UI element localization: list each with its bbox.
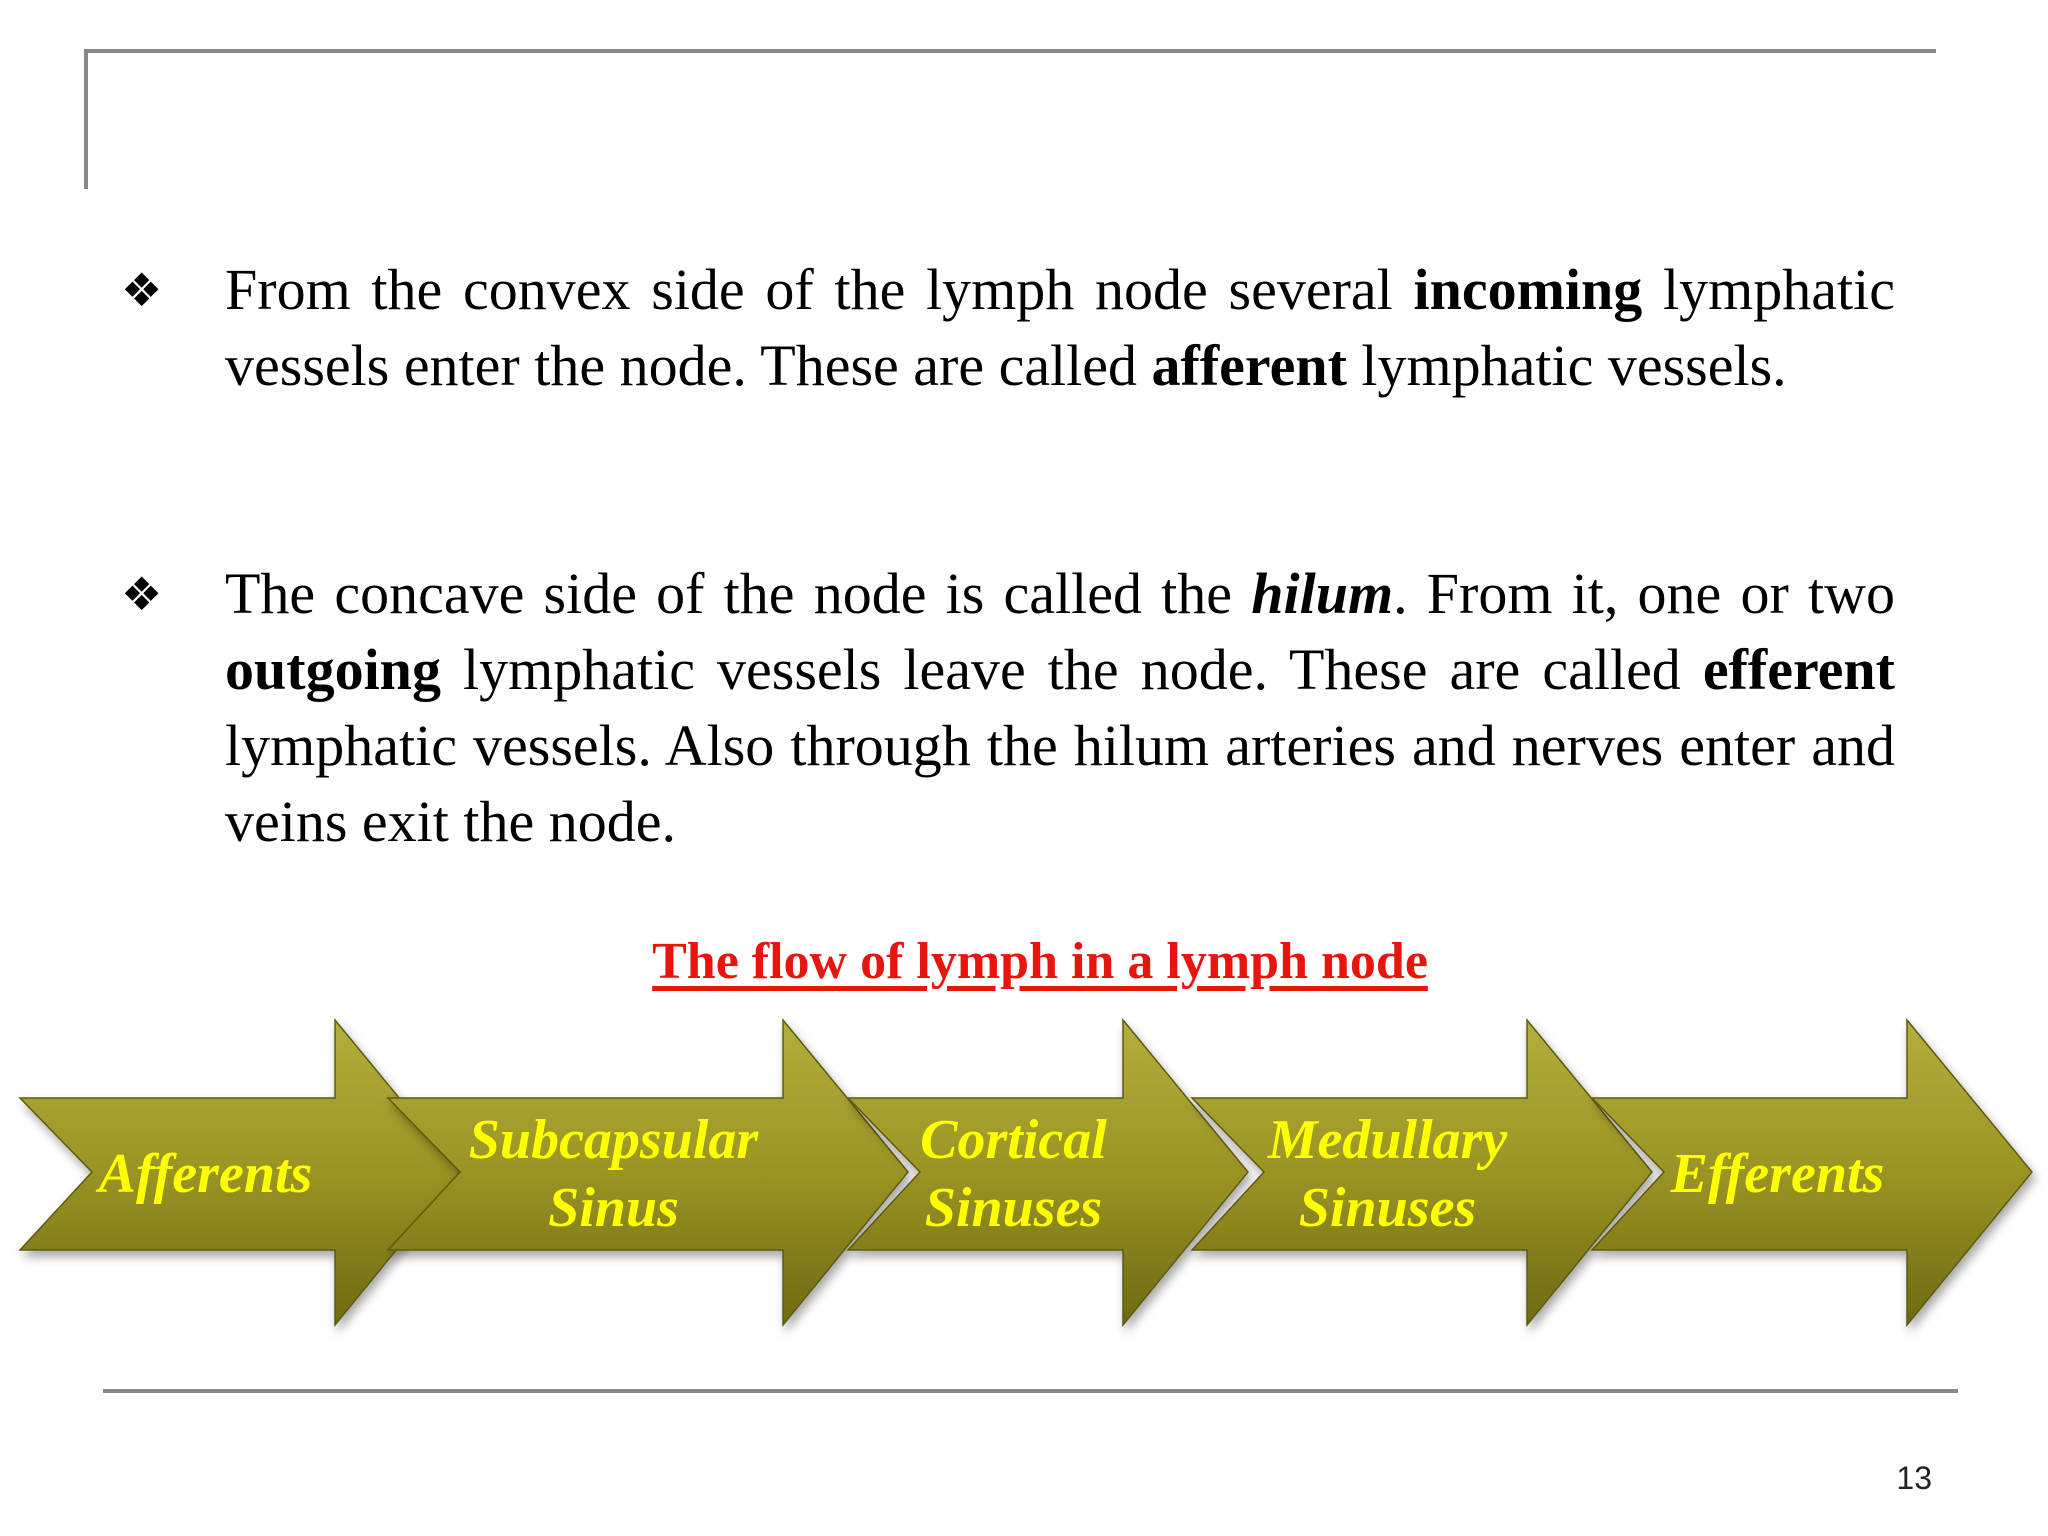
flow-step-label: Sinuses — [1298, 1177, 1477, 1239]
segment: From the convex side of the lymph node several — [225, 257, 1414, 322]
flow-step-label: Cortical — [920, 1109, 1107, 1171]
segment-bold-italic: hilum — [1251, 561, 1394, 626]
segment-bold: outgoing — [225, 637, 441, 702]
flow-arrows — [0, 1000, 2048, 1370]
frame-top-line — [84, 49, 1936, 53]
segment: lymphatic vessels enter the node. These are called — [225, 257, 1895, 398]
segment: lymphatic vessels. Also through the hilum arteries and nerves enter and veins exit the node. — [225, 713, 1895, 854]
segment-bold: incoming — [1413, 257, 1643, 322]
segment-bold: efferent — [1702, 637, 1895, 702]
segment-bold: afferent — [1151, 333, 1347, 398]
flow-arrow-shape — [388, 1020, 908, 1325]
diamond-bullet-icon: ❖ — [121, 263, 163, 317]
flow-step-label: Sinus — [548, 1177, 679, 1239]
segment: The concave side of the node is called the — [225, 561, 1252, 626]
flow-arrow-shape — [1192, 1020, 1652, 1325]
flow-step-label: Efferents — [1670, 1143, 1885, 1205]
frame-bottom-line — [103, 1389, 1958, 1393]
diamond-bullet-icon: ❖ — [121, 567, 163, 621]
segment: lymphatic vessels leave the node. These are called — [440, 637, 1703, 702]
flow-step-label: Medullary — [1267, 1109, 1508, 1171]
frame-left-line — [84, 49, 88, 189]
segment: lymphatic vessels. — [1346, 333, 1787, 398]
flow-step-label: Subcapsular — [468, 1109, 759, 1171]
bullet-item-1 — [121, 252, 1895, 404]
bullet-item-2 — [121, 556, 1895, 860]
flow-title: The flow of lymph in a lymph node — [652, 933, 1428, 990]
segment: . From it, one or two — [1393, 561, 1895, 626]
page-number: 13 — [1896, 1460, 1932, 1496]
flow-step-label: Sinuses — [924, 1177, 1103, 1239]
flow-step-label: Afferents — [98, 1143, 313, 1205]
